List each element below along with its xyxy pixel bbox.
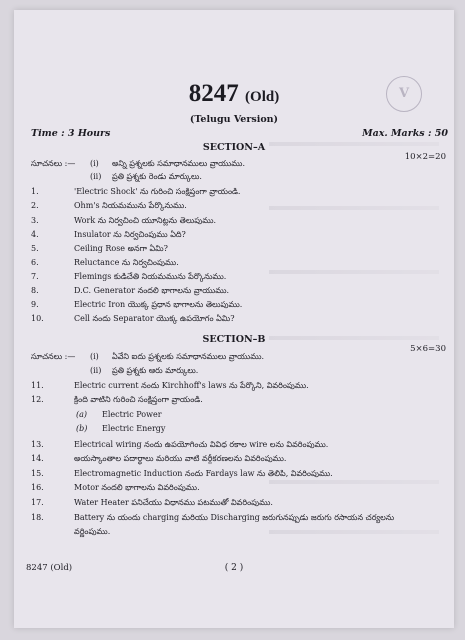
section-b-title: SECTION–B [202, 334, 266, 345]
section-a-note-label: సూచనలు :— [31, 159, 76, 168]
question-number: 2. [31, 201, 39, 210]
option-label: (a) [76, 410, 88, 419]
question-text: Cell నందు Separator యొక్క ఉపయోగం ఏమి? [74, 314, 235, 323]
option-text: Electric Power [102, 410, 162, 419]
question-number: 15. [31, 469, 44, 478]
section-b-note-label: సూచనలు :— [31, 352, 76, 361]
question-number: 9. [31, 300, 39, 309]
section-b-note-num: (i) [90, 352, 99, 361]
bleed-through [269, 530, 439, 534]
max-marks: Max. Marks : 50 [362, 128, 448, 139]
question-text: Electromagnetic Induction నందు Fardays law ను తెలిపి, వివరింపుము. [74, 469, 333, 478]
section-a-title: SECTION–A [202, 142, 266, 153]
section-b-marks: 5×6=30 [410, 344, 446, 354]
question-number: 7. [31, 272, 39, 281]
question-number: 1. [31, 187, 39, 196]
section-a-note-text: ప్రతి ప్రశ్నకు రెండు మార్కులు. [112, 172, 202, 181]
question-number: 17. [31, 498, 44, 507]
bleed-through [269, 480, 439, 484]
question-text: Reluctance ను నిర్వచింపుము. [74, 258, 179, 267]
page-number: ( 2 ) [224, 563, 244, 573]
question-text: Insulator ను నిర్వచింపుము ఏది? [74, 230, 186, 239]
question-text: Ohm's నియమమును పేర్కొనుము. [74, 201, 187, 210]
question-text: Flemings కుడిచేతి నియమమును పేర్కొనుము. [74, 272, 227, 281]
question-number: 18. [31, 513, 44, 522]
question-text: Battery ను యందు charging మరియు Discharging జరుగునప్పుడు జరుగు రసాయన చర్యలను [74, 513, 395, 522]
paper-version: (Telugu Version) [189, 114, 279, 125]
section-a-note-num: (ii) [90, 172, 102, 181]
question-number: 11. [31, 381, 44, 390]
option-text: Electric Energy [102, 424, 166, 433]
question-text: అయస్కాంతాల పదార్థాలు మరియు వాటి వర్గీకరణలను వివరింపుము. [74, 454, 287, 463]
question-number: 10. [31, 314, 44, 323]
section-a-note-num: (i) [90, 159, 99, 168]
question-text: క్రింది వాటిని గురించి సంక్షిప్తంగా వ్రాయండి. [74, 395, 203, 404]
question-number: 3. [31, 216, 39, 225]
question-number: 14. [31, 454, 44, 463]
question-number: 8. [31, 286, 39, 295]
section-a-note-text: అన్ని ప్రశ్నలకు సమాధానములు వ్రాయుము. [112, 159, 245, 168]
question-number: 4. [31, 230, 39, 239]
stamp-seal: V [386, 76, 422, 112]
question-text: Electric current నందు Kirchhoff's laws ను పేర్కొని, వివరింపుము. [74, 381, 309, 390]
option-label: (b) [76, 424, 88, 433]
question-text: Ceiling Rose అనగా ఏమి? [74, 244, 168, 253]
question-text: Work ను నిర్వచించి యూనిట్లను తెలుపుము. [74, 216, 217, 225]
section-b-note-num: (ii) [90, 366, 102, 375]
section-b-note-text: ప్రతి ప్రశ్నకు ఆరు మార్కులు. [112, 366, 199, 375]
question-text-continued: వర్ణింపుము. [74, 527, 111, 536]
section-a-marks: 10×2=20 [404, 152, 446, 162]
footer-paper-code: 8247 (Old) [26, 563, 73, 573]
exam-page [14, 10, 454, 628]
paper-code-old: (Old) [245, 89, 280, 105]
question-text: Water Heater పనిచేయు విధానము పటముతో వివరింపుము. [74, 498, 273, 507]
question-text: Electrical wiring నందు ఉపయోగించు వివిధ రకాల wire లను వివరింపుము. [74, 440, 329, 449]
question-number: 6. [31, 258, 39, 267]
bleed-through [269, 206, 439, 210]
question-text: Motor నందలి భాగాలను వివరింపుము. [74, 483, 200, 492]
question-number: 13. [31, 440, 44, 449]
paper-code-number: 8247 [188, 80, 239, 107]
paper-code [14, 80, 454, 108]
question-text: D.C. Generator నందలి భాగాలను వ్రాయుము. [74, 286, 230, 295]
question-text: Electric Iron యొక్క ప్రధాన భాగాలను తెలుపుము. [74, 300, 243, 309]
question-text: 'Electric Shock' ను గురించి సంక్షిప్తంగా వ్రాయండి. [74, 187, 241, 196]
bleed-through [269, 270, 439, 274]
question-number: 16. [31, 483, 44, 492]
question-number: 5. [31, 244, 39, 253]
question-number: 12. [31, 395, 44, 404]
time-allowed: Time : 3 Hours [31, 128, 111, 139]
section-b-note-text: ఏవేని ఐదు ప్రశ్నలకు సమాధానములు వ్రాయుము. [112, 352, 265, 361]
